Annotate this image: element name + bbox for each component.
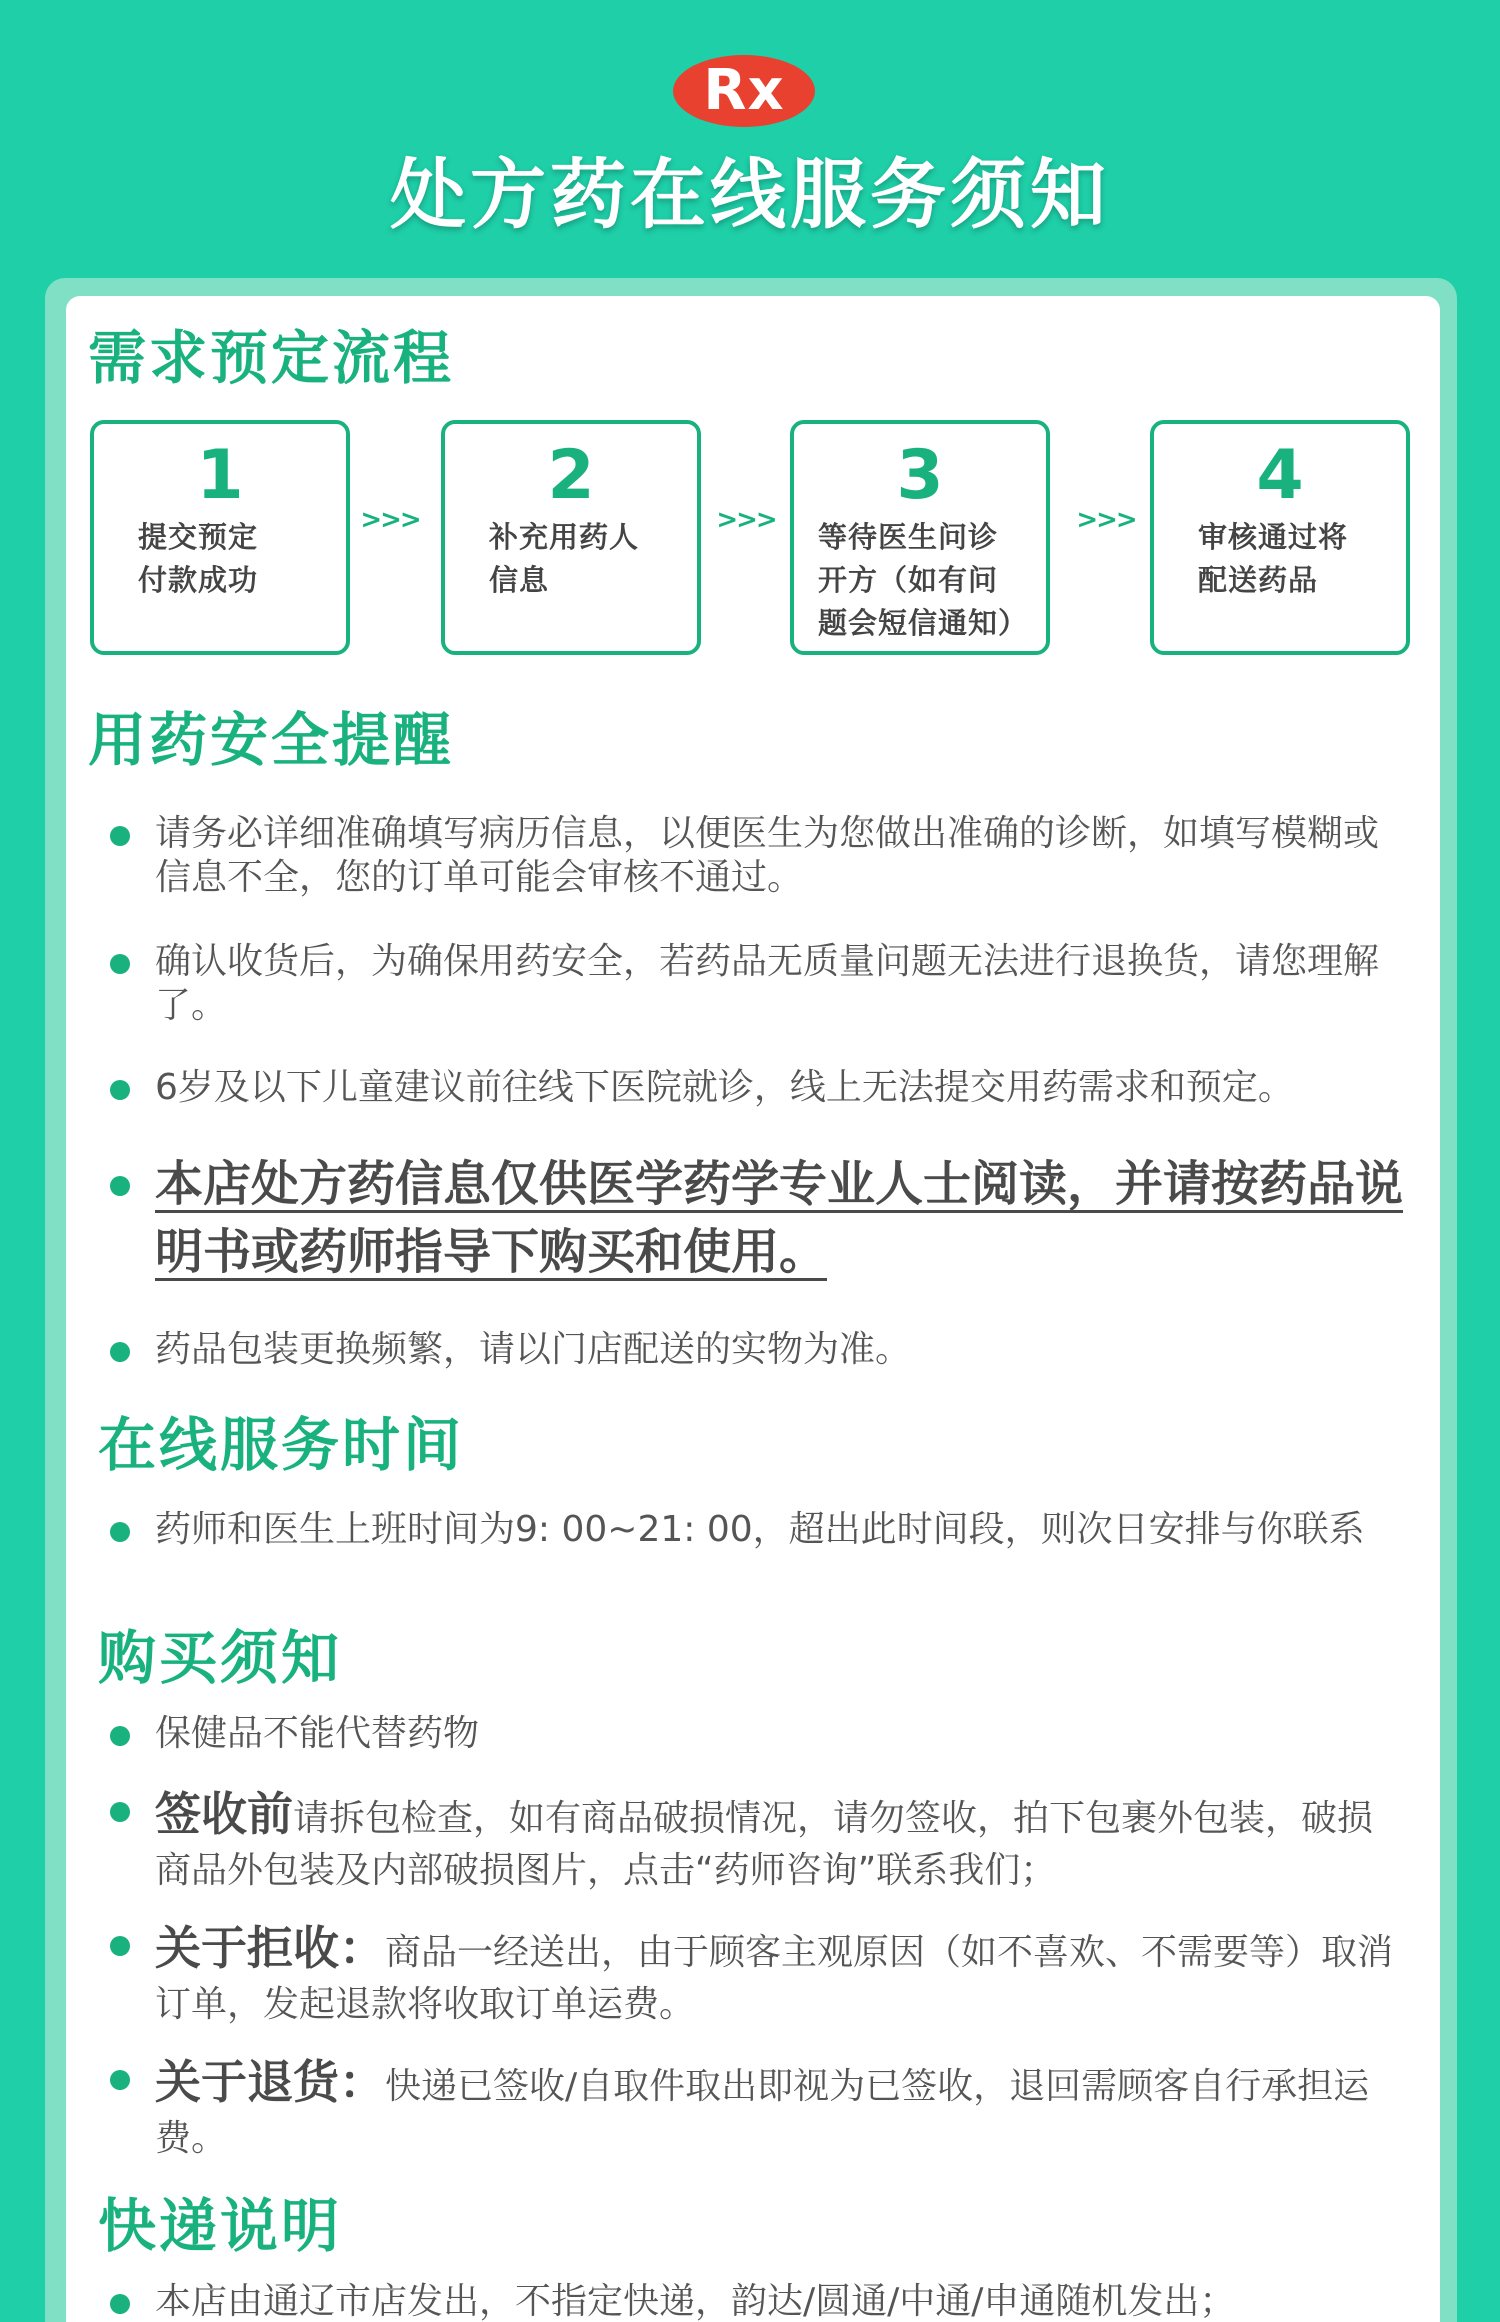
hours-item: 药师和医生上班时间为9: 00~21: 00，超出此时间段，则次日安排与你联系: [110, 1508, 1400, 1552]
purchase-item-lead: 关于拒收：: [155, 1921, 385, 1975]
step-2: [441, 420, 701, 655]
purchase-item-text: 快递已签收/自取件取出即视为已签收，退回需顾客自行承担运费。: [155, 2066, 1370, 2159]
arrow-icon: >>>: [1076, 505, 1136, 535]
step-text-line: 开方（如有问: [818, 563, 999, 597]
header: [0, 0, 1500, 270]
step-1: [90, 420, 350, 655]
step-text-line: 提交预定: [138, 520, 259, 554]
page-title: 处方药在线服务须知: [390, 150, 1110, 239]
purchase-item-lead: 签收前: [155, 1787, 293, 1841]
step-text-line: 补充用药人: [489, 520, 640, 554]
safety-item: 确认收货后，为确保用药安全，若药品无质量问题无法进行退换货，请您理解了。: [110, 940, 1400, 1028]
safety-item: 药品包装更换频繁，请以门店配送的实物为准。: [110, 1328, 1400, 1372]
safety-emphasis-text: 本店处方药信息仅供医学药学专业人士阅读，并请按药品说明书或药师指导下购买和使用。: [155, 1156, 1404, 1280]
step-number: 1: [196, 436, 244, 515]
safety-item-emphasis: [110, 1150, 1410, 1286]
process-title: 需求预定流程: [88, 324, 455, 392]
delivery-title: 快递说明: [98, 2192, 343, 2260]
rx-badge: Rx: [673, 55, 815, 127]
step-number: 2: [547, 436, 595, 515]
safety-item: 请务必详细准确填写病历信息，以便医生为您做出准确的诊断，如填写模糊或信息不全，您的订单可能会审核不通过。: [110, 812, 1400, 900]
safety-title: 用药安全提醒: [88, 706, 455, 774]
purchase-item: 保健品不能代替药物: [110, 1712, 1400, 1756]
purchase-title: 购买须知: [98, 1624, 343, 1692]
step-text-line: 等待医生问诊: [818, 520, 999, 554]
delivery-item: 本店由通辽市店发出，不指定快递，韵达/圆通/中通/申通随机发出；: [110, 2280, 1400, 2322]
purchase-item-text: 商品一经送出，由于顾客主观原因（如不喜欢、不需要等）取消订单，发起退款将收取订单运费。: [155, 1932, 1394, 2025]
purchase-item: [110, 1788, 1400, 1897]
step-3: [790, 420, 1050, 655]
arrow-icon: >>>: [360, 505, 420, 535]
safety-item: 6岁及以下儿童建议前往线下医院就诊，线上无法提交用药需求和预定。: [110, 1066, 1400, 1110]
step-number: 4: [1256, 436, 1304, 515]
purchase-item: [110, 1922, 1400, 2031]
purchase-item-text: 请拆包检查，如有商品破损情况，请勿签收，拍下包裹外包装，破损商品外包装及内部破损图片，点击“药师咨询”联系我们；: [155, 1798, 1374, 1891]
purchase-item-lead: 关于退货：: [155, 2055, 385, 2109]
purchase-item: [110, 2056, 1400, 2165]
step-text-line: 付款成功: [138, 563, 259, 597]
hours-title: 在线服务时间: [98, 1411, 465, 1479]
step-text-line: 题会短信通知）: [818, 606, 1029, 640]
step-text-line: 审核通过将: [1198, 520, 1349, 554]
step-text-line: 信息: [489, 563, 550, 597]
step-number: 3: [896, 436, 944, 515]
step-4: [1150, 420, 1410, 655]
arrow-icon: >>>: [716, 505, 776, 535]
step-text-line: 配送药品: [1198, 563, 1319, 597]
